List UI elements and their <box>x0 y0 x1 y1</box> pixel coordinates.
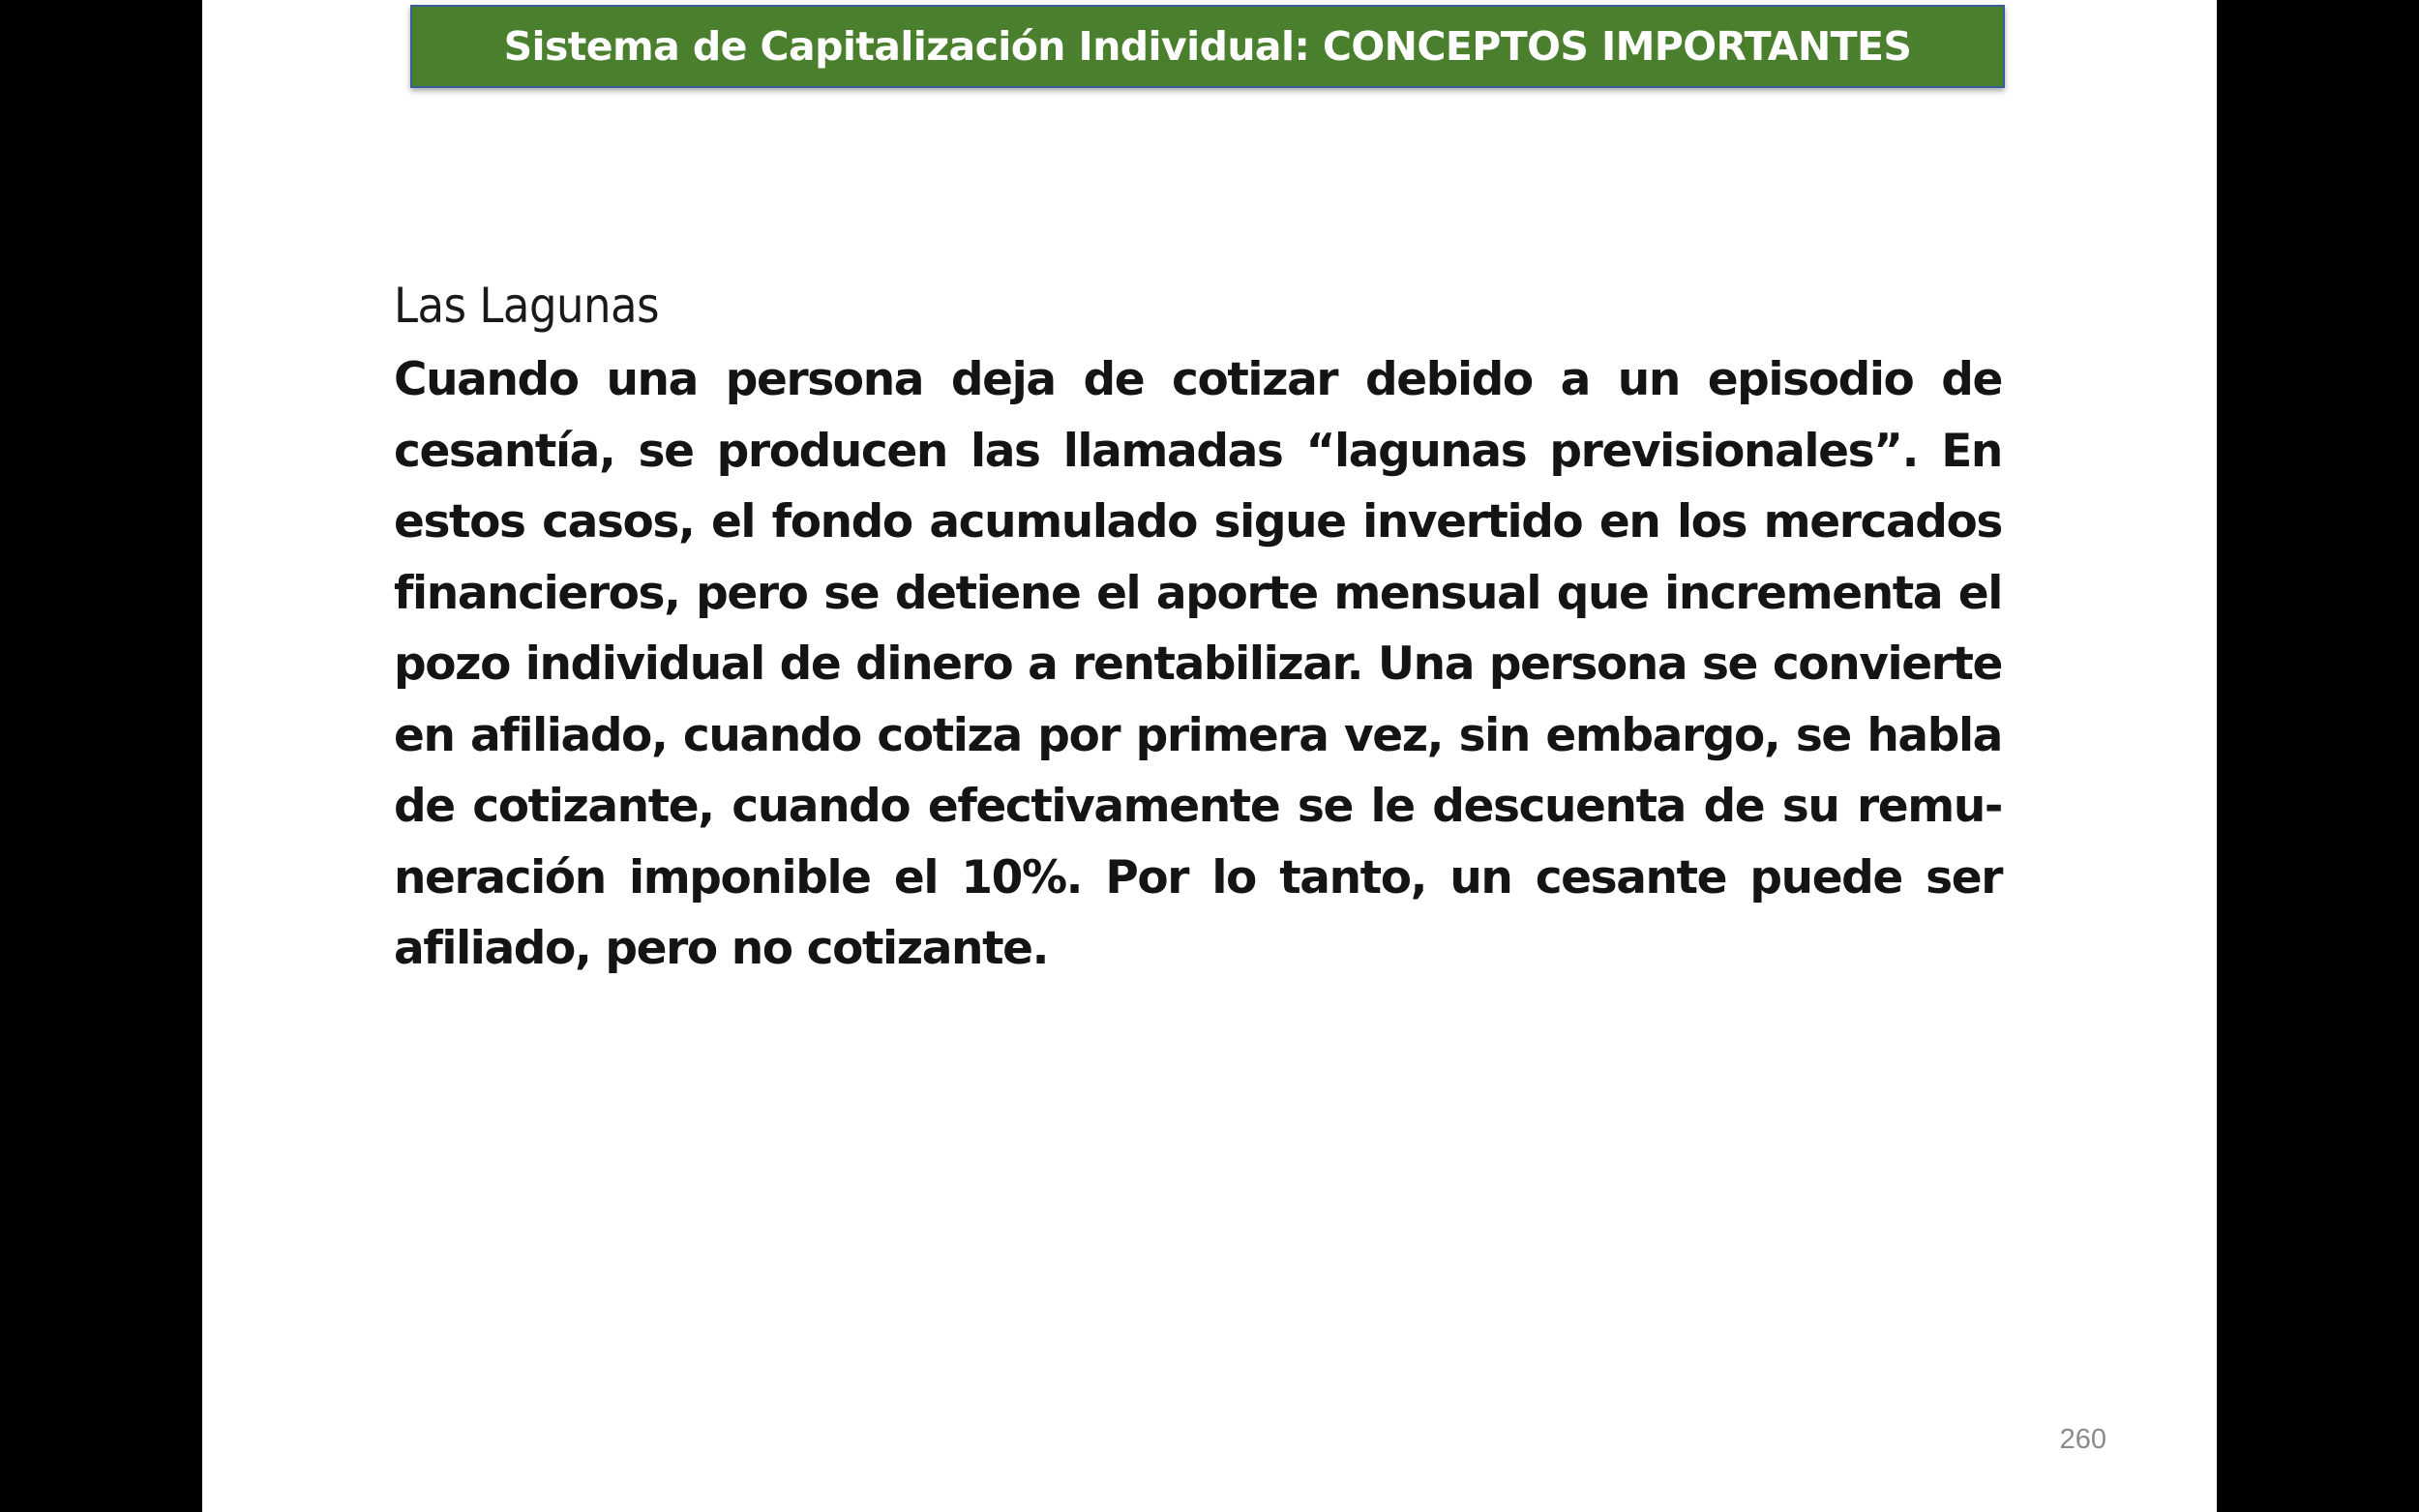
body-paragraph: Cuando una persona deja de cotizar debido a un episodio de cesantía, se producen las llamadas “lagunas previsionales”. En estos casos, el fondo acumulado sigue invertido en los mercados financieros, pero se detiene el aporte mensual que incrementa el pozo individual de dinero a rentabilizar. Una persona se convierte en afiliado, cuando cotiza por primera vez, sin embargo, se habla de cotizante, cuando efectivamente se le descuenta de su remu-neración imponible el 10%. Por lo tanto, un cesante puede ser afiliado, pero no cotizante. <box>394 353 2002 975</box>
slide-title: Sistema de Capitalización Individual: CONCEPTOS IMPORTANTES <box>503 23 1912 70</box>
slide-content <box>394 273 2002 985</box>
title-banner <box>410 5 2005 88</box>
slide <box>202 0 2217 1512</box>
page-number: 260 <box>2059 1424 2106 1455</box>
section-heading: Las Lagunas <box>394 278 660 334</box>
